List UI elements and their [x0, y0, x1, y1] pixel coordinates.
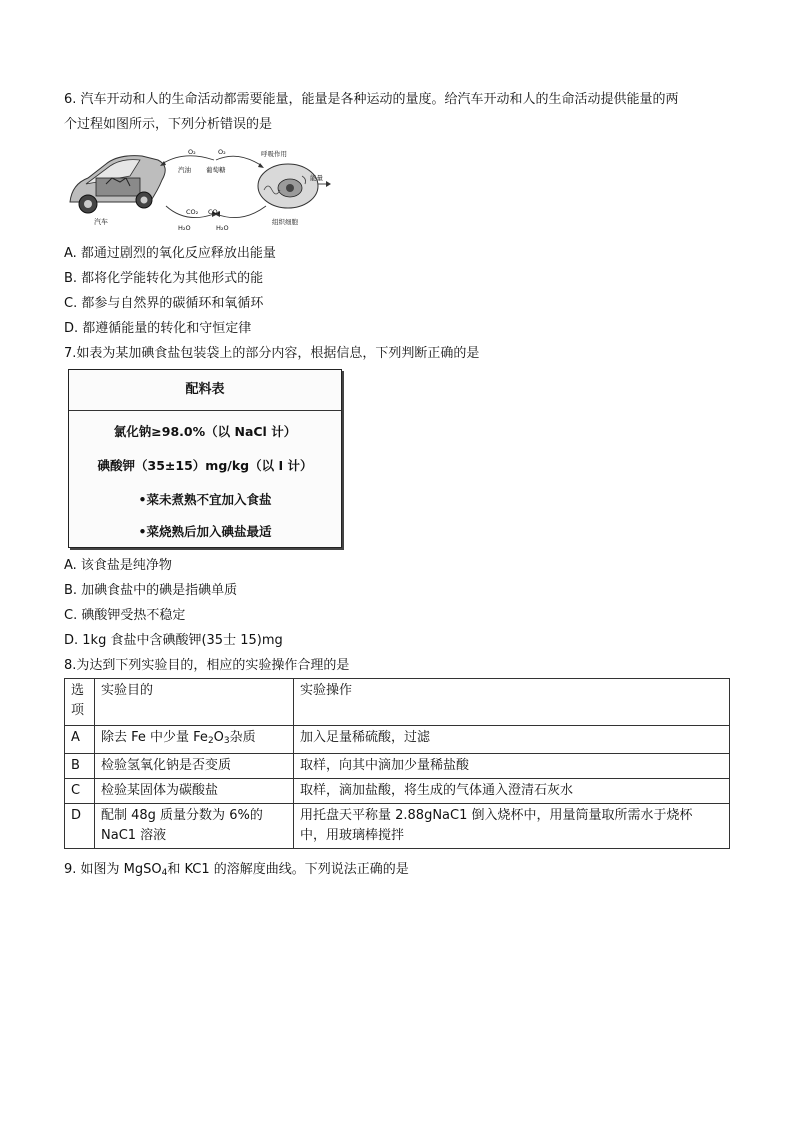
row-d-operation: 用托盘天平称量 2.88gNaC1 倒入烧杯中，用量筒量取所需水于烧杯 中，用玻璃棒搅拌: [294, 804, 730, 849]
table-row: [65, 804, 730, 849]
co2-right: CO₂: [208, 208, 221, 216]
table-row: [65, 726, 730, 754]
table-row: [65, 754, 730, 779]
table-row: [65, 779, 730, 804]
row-b-purpose: 检验氢氧化钠是否变质: [95, 754, 294, 779]
label-row-note1: •菜未煮熟不宜加入食盐: [138, 492, 272, 507]
q6-stem-line2: 个过程如图所示，下列分析错误的是: [64, 117, 273, 132]
label-row-kio3: 碘酸钾（35±15）mg/kg（以 I 计）: [97, 458, 313, 473]
car-label: 汽车: [94, 218, 108, 226]
header-operation: 实验操作: [294, 679, 730, 726]
car-illustration: [70, 156, 165, 213]
respiration-label: 呼吸作用: [261, 150, 287, 158]
row-c-option: C: [65, 779, 95, 804]
q7-option-b: B. 加碘食盐中的碘是指碘单质: [64, 583, 238, 598]
q7-option-a: A. 该食盐是纯净物: [64, 558, 172, 573]
q8-experiment-table: [64, 678, 730, 849]
q6-option-a: A. 都通过剧烈的氧化反应释放出能量: [64, 246, 276, 261]
q7-stem: 7.如表为某加碘食盐包装袋上的部分内容，根据信息，下列判断正确的是: [64, 346, 480, 361]
q6-stem-line1: 6. 汽车开动和人的生命活动都需要能量，能量是各种运动的量度。给汽车开动和人的生命活动提供能量的两: [64, 92, 679, 107]
q9-stem: 9. 如图为 MgSO$_4$和 KC1 的溶解度曲线。下列说法正确的是: [64, 862, 409, 878]
q6-option-d: D. 都遵循能量的转化和守恒定律: [64, 321, 252, 336]
header-option-char2: 项: [71, 703, 85, 718]
h2o-left: H₂O: [178, 224, 191, 232]
q7-option-c: C. 碘酸钾受热不稳定: [64, 608, 186, 623]
o2-left: O₂: [188, 148, 196, 156]
q6-option-c: C. 都参与自然界的碳循环和氧循环: [64, 296, 264, 311]
q6-energy-diagram: [66, 144, 336, 236]
row-d-purpose: 配制 48g 质量分数为 6%的 NaC1 溶液: [95, 804, 294, 849]
label-row-note2: •菜烧熟后加入碘盐最适: [138, 524, 272, 539]
row-d-option: D: [65, 804, 95, 849]
row-a-purpose: 除去 Fe 中少量 $Fe_2O_3$杂质: [95, 726, 294, 754]
row-c-purpose: 检验某固体为碳酸盐: [95, 779, 294, 804]
cell-label: 组织细胞: [272, 218, 298, 226]
header-option: [65, 679, 95, 726]
energy-label: 能量: [310, 174, 323, 182]
co2-left: CO₂: [186, 208, 199, 216]
row-a-operation: 加入足量稀硫酸，过滤: [294, 726, 730, 754]
label-title: 配料表: [69, 370, 341, 411]
row-b-option: B: [65, 754, 95, 779]
header-option-char1: 选: [71, 683, 85, 698]
q7-option-d: D. 1kg 食盐中含碘酸钾(35士 15)mg: [64, 633, 283, 648]
row-b-operation: 取样，向其中滴加少量稀盐酸: [294, 754, 730, 779]
cell-illustration: [258, 164, 318, 208]
row-a-option: A: [65, 726, 95, 754]
fuel-label: 汽油: [178, 166, 191, 174]
row-c-operation: 取样，滴加盐酸，将生成的气体通入澄清石灰水: [294, 779, 730, 804]
q6-option-b: B. 都将化学能转化为其他形式的能: [64, 271, 264, 286]
q8-stem: 8.为达到下列实验目的，相应的实验操作合理的是: [64, 658, 350, 673]
h2o-right: H₂O: [216, 224, 229, 232]
salt-ingredient-label: [68, 369, 342, 548]
table-header-row: [65, 679, 730, 726]
o2-right: O₂: [218, 148, 226, 156]
glucose-label: 葡萄糖: [206, 166, 226, 174]
label-row-nacl: 氯化钠≥98.0%（以 NaCl 计）: [113, 424, 297, 439]
header-purpose: 实验目的: [95, 679, 294, 726]
